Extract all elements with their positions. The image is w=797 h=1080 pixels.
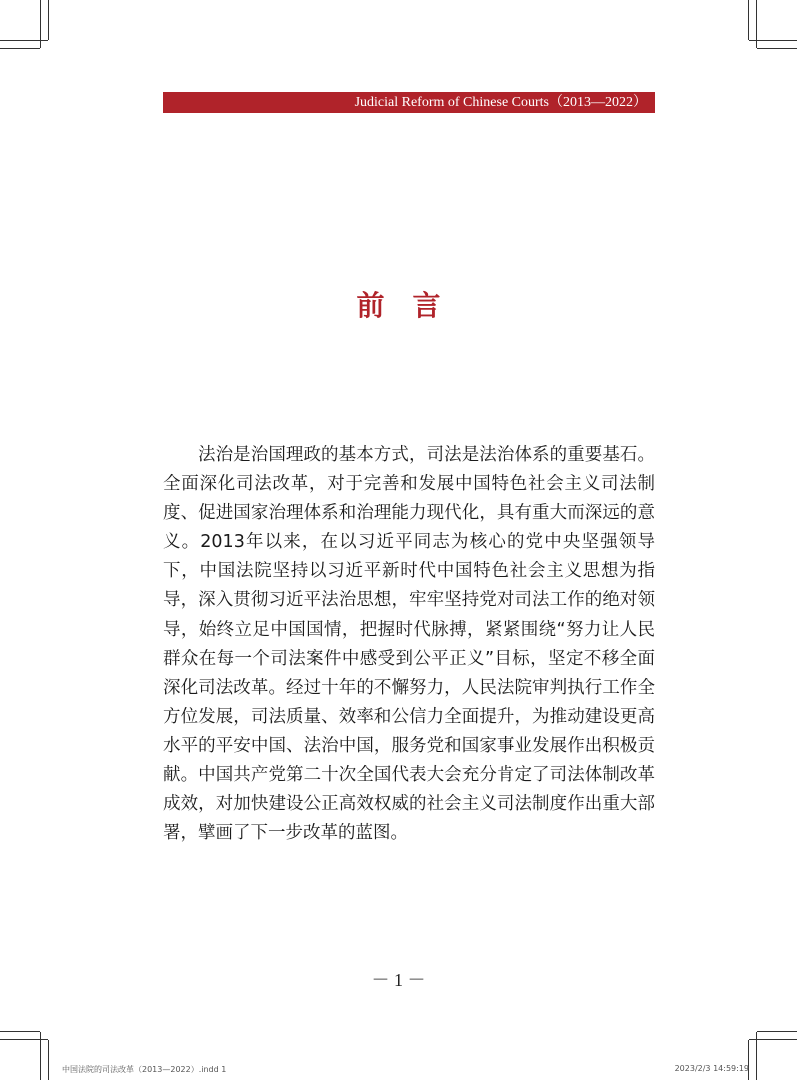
crop-mark-bottom-left-h <box>0 1039 48 1040</box>
crop-mark-bottom-left-h2 <box>0 1031 40 1032</box>
crop-mark-top-right-h <box>749 40 797 41</box>
crop-mark-bottom-right-h <box>749 1039 797 1040</box>
page-number: － 1 － <box>371 970 426 990</box>
running-header-title: Judicial Reform of Chinese Courts（2013—2022） <box>354 95 647 110</box>
body-paragraph: 法治是治国理政的基本方式，司法是法治体系的重要基石。全面深化司法改革，对于完善和发展中国特色社会主义司法制度、促进国家治理体系和治理能力现代化，具有重大而深远的意义。2013年以来，在以习近平同志为核心的党中央坚强领导下，中国法院坚持以习近平新时代中国特色社会主义思想为指导，深入贯彻习近平法治思想，牢牢坚持党对司法工作的绝对领导，始终立足中国国情，把握时代脉搏，紧紧围绕“努力让人民群众在每一个司法案件中感受到公平正义”目标，坚定不移全面深化司法改革。经过十年的不懈努力，人民法院审判执行工作全方位发展，司法质量、效率和公信力全面提升，为推动建设更高水平的平安中国、法治中国，服务党和国家事业发展作出积极贡献。中国共产党第二十次全国代表大会充分肯定了司法体制改革成效，对加快建设公正高效权威的社会主义司法制度作出重大部署，擘画了下一步改革的蓝图。 <box>163 445 655 844</box>
crop-mark-top-right-h2 <box>757 48 797 49</box>
page-title: 前言 <box>356 289 469 322</box>
crop-mark-bottom-right-v2 <box>748 1040 749 1080</box>
running-header-bar <box>163 92 655 113</box>
crop-mark-bottom-right-h2 <box>757 1031 797 1032</box>
print-slug-timestamp: 2023/2/3 14:59:19 <box>674 1064 749 1073</box>
crop-mark-top-left-h <box>0 40 48 41</box>
crop-mark-bottom-left-v2 <box>48 1040 49 1080</box>
crop-mark-top-left-h2 <box>0 48 40 49</box>
print-slug-file: 中国法院的司法改革（2013—2022）.indd 1 <box>62 1065 227 1074</box>
crop-mark-top-left-v2 <box>48 0 49 40</box>
crop-mark-top-right-v2 <box>748 0 749 40</box>
